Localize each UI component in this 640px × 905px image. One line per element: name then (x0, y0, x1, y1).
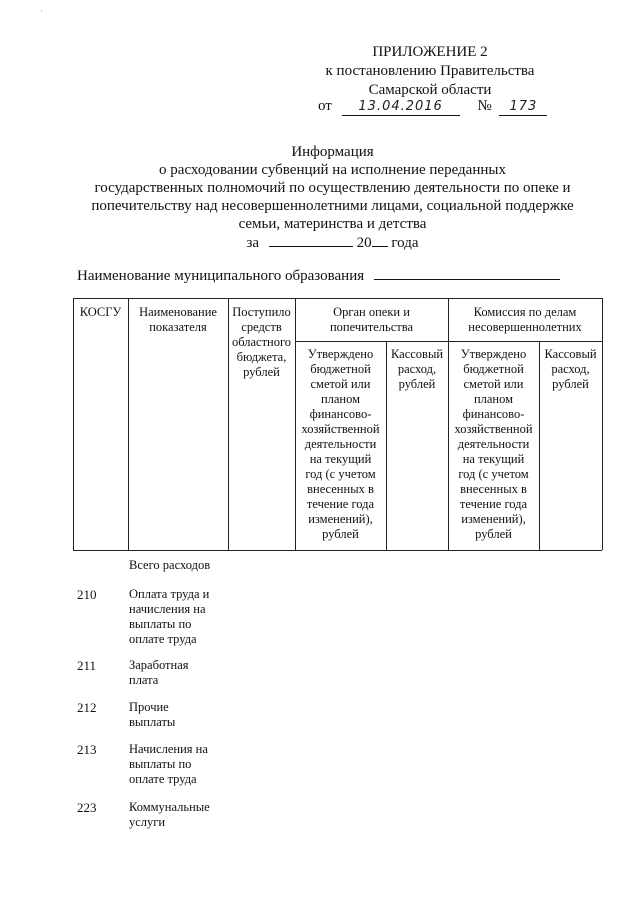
header-minors-commission (448, 305, 602, 335)
header-text: планом (473, 392, 514, 406)
header-text: Кассовый (544, 347, 597, 361)
header-kosgu: КОСГУ (79, 305, 122, 319)
header-text: сметой или (463, 377, 524, 391)
row-name (129, 800, 222, 830)
table-top-border (73, 298, 602, 299)
header-text: течение года (306, 497, 375, 511)
row-name-line: Оплата труда и (129, 587, 210, 601)
total-expenses-label: Всего расходов (129, 558, 211, 572)
header-text: попечительства (329, 320, 414, 334)
header-text: рублей (243, 365, 280, 379)
header-text: Поступило (232, 305, 291, 319)
header-text: финансово- (309, 407, 372, 421)
header-text: бюджета, (236, 350, 287, 364)
title-line: о расходовании субвенций на исполнение переданных (159, 162, 506, 178)
row-name-line: Начисления на (129, 742, 208, 756)
row-code: 210 (77, 587, 97, 602)
row-code: 223 (77, 800, 97, 815)
header-text: изменений), (461, 512, 526, 526)
period-prefix: за (246, 235, 260, 251)
header-text: год (с учетом (305, 467, 376, 481)
header-text: Наименование (139, 305, 217, 319)
header-received-funds (228, 305, 295, 380)
header-guardianship-body (295, 305, 448, 335)
header-text: на текущий (309, 452, 372, 466)
header-text: несовершеннолетних (468, 320, 582, 334)
header-text: течение года (459, 497, 528, 511)
header-text: внесенных в (460, 482, 527, 496)
row-name-line: оплате труда (129, 632, 197, 646)
table-left-border (73, 298, 74, 550)
header-commission-approved (448, 347, 539, 542)
decree-number: 173 (499, 99, 547, 116)
row-code: 212 (77, 700, 97, 715)
municipality-line (77, 266, 560, 285)
municipality-blank (374, 266, 560, 280)
row-name-line: плата (129, 673, 159, 687)
row-name (129, 658, 222, 688)
header-text: Комиссия по делам (473, 305, 577, 319)
header-text: расход, (397, 362, 437, 376)
period-blank (269, 233, 353, 247)
title-line: семьи, материнства и детства (238, 216, 427, 232)
period-line (60, 233, 605, 252)
decree-date: 13.04.2016 (342, 99, 460, 116)
table-right-border (602, 298, 603, 550)
header-text: Орган опеки и (333, 305, 410, 319)
appendix-title: ПРИЛОЖЕНИЕ 2 (372, 44, 488, 60)
row-name-line: Заработная (129, 658, 189, 672)
corner-mark: · (40, 6, 43, 16)
title-line: государственных полномочий по осуществлению деятельности по опеке и (94, 180, 571, 196)
appendix-header (300, 43, 560, 100)
row-name-line: начисления на (129, 602, 206, 616)
appendix-decree-line: к постановлению Правительства (325, 63, 535, 79)
header-text: Кассовый (390, 347, 444, 361)
row-code: 211 (77, 658, 97, 673)
row-name-line: Прочие (129, 700, 169, 714)
header-text: хозяйственной (301, 422, 380, 436)
number-label: № (477, 98, 492, 114)
period-year: 20 (356, 235, 372, 251)
header-text: деятельности (304, 437, 377, 451)
header-text: внесенных в (307, 482, 374, 496)
table-header-bottom-border (73, 550, 602, 551)
row-name-line: Коммунальные (129, 800, 210, 814)
year-blank (372, 233, 388, 247)
header-text: средств (241, 320, 282, 334)
municipality-label: Наименование муниципального образования (77, 268, 365, 284)
header-text: Утверждено (460, 347, 527, 361)
header-text: рублей (322, 527, 359, 541)
row-name (129, 700, 222, 730)
header-text: деятельности (457, 437, 530, 451)
header-text: областного (231, 335, 292, 349)
header-text: показателя (149, 320, 207, 334)
header-text: на текущий (462, 452, 525, 466)
period-suffix: года (391, 235, 419, 251)
header-text: год (с учетом (458, 467, 529, 481)
header-guardianship-cash (386, 347, 448, 392)
header-text: рублей (552, 377, 589, 391)
row-name-line: выплаты по (129, 757, 192, 771)
header-text: финансово- (462, 407, 525, 421)
row-name-line: оплате труда (129, 772, 197, 786)
header-indicator (128, 305, 228, 335)
header-text: расход, (551, 362, 590, 376)
row-name-line: выплаты по (129, 617, 192, 631)
header-guardianship-approved (295, 347, 386, 542)
document-title (60, 143, 605, 252)
appendix-region-line: Самарской области (368, 82, 492, 98)
row-code: 213 (77, 742, 97, 757)
header-text: хозяйственной (454, 422, 533, 436)
from-label: от (318, 98, 332, 114)
table-column-divider (128, 298, 129, 550)
header-text: рублей (475, 527, 512, 541)
header-text: изменений), (308, 512, 373, 526)
header-text: сметой или (310, 377, 371, 391)
row-name-line: услуги (129, 815, 166, 829)
row-name (129, 587, 222, 647)
header-text: бюджетной (463, 362, 524, 376)
header-text: планом (320, 392, 361, 406)
appendix-date-line (318, 98, 547, 116)
row-name-line: выплаты (129, 715, 176, 729)
header-text: рублей (398, 377, 436, 391)
row-name (129, 742, 222, 787)
title-line: попечительству над несовершеннолетними лицами, социальной поддержке (91, 198, 574, 214)
header-text: бюджетной (310, 362, 371, 376)
title-heading: Информация (291, 144, 374, 160)
header-commission-cash (539, 347, 602, 392)
header-text: Утверждено (307, 347, 374, 361)
